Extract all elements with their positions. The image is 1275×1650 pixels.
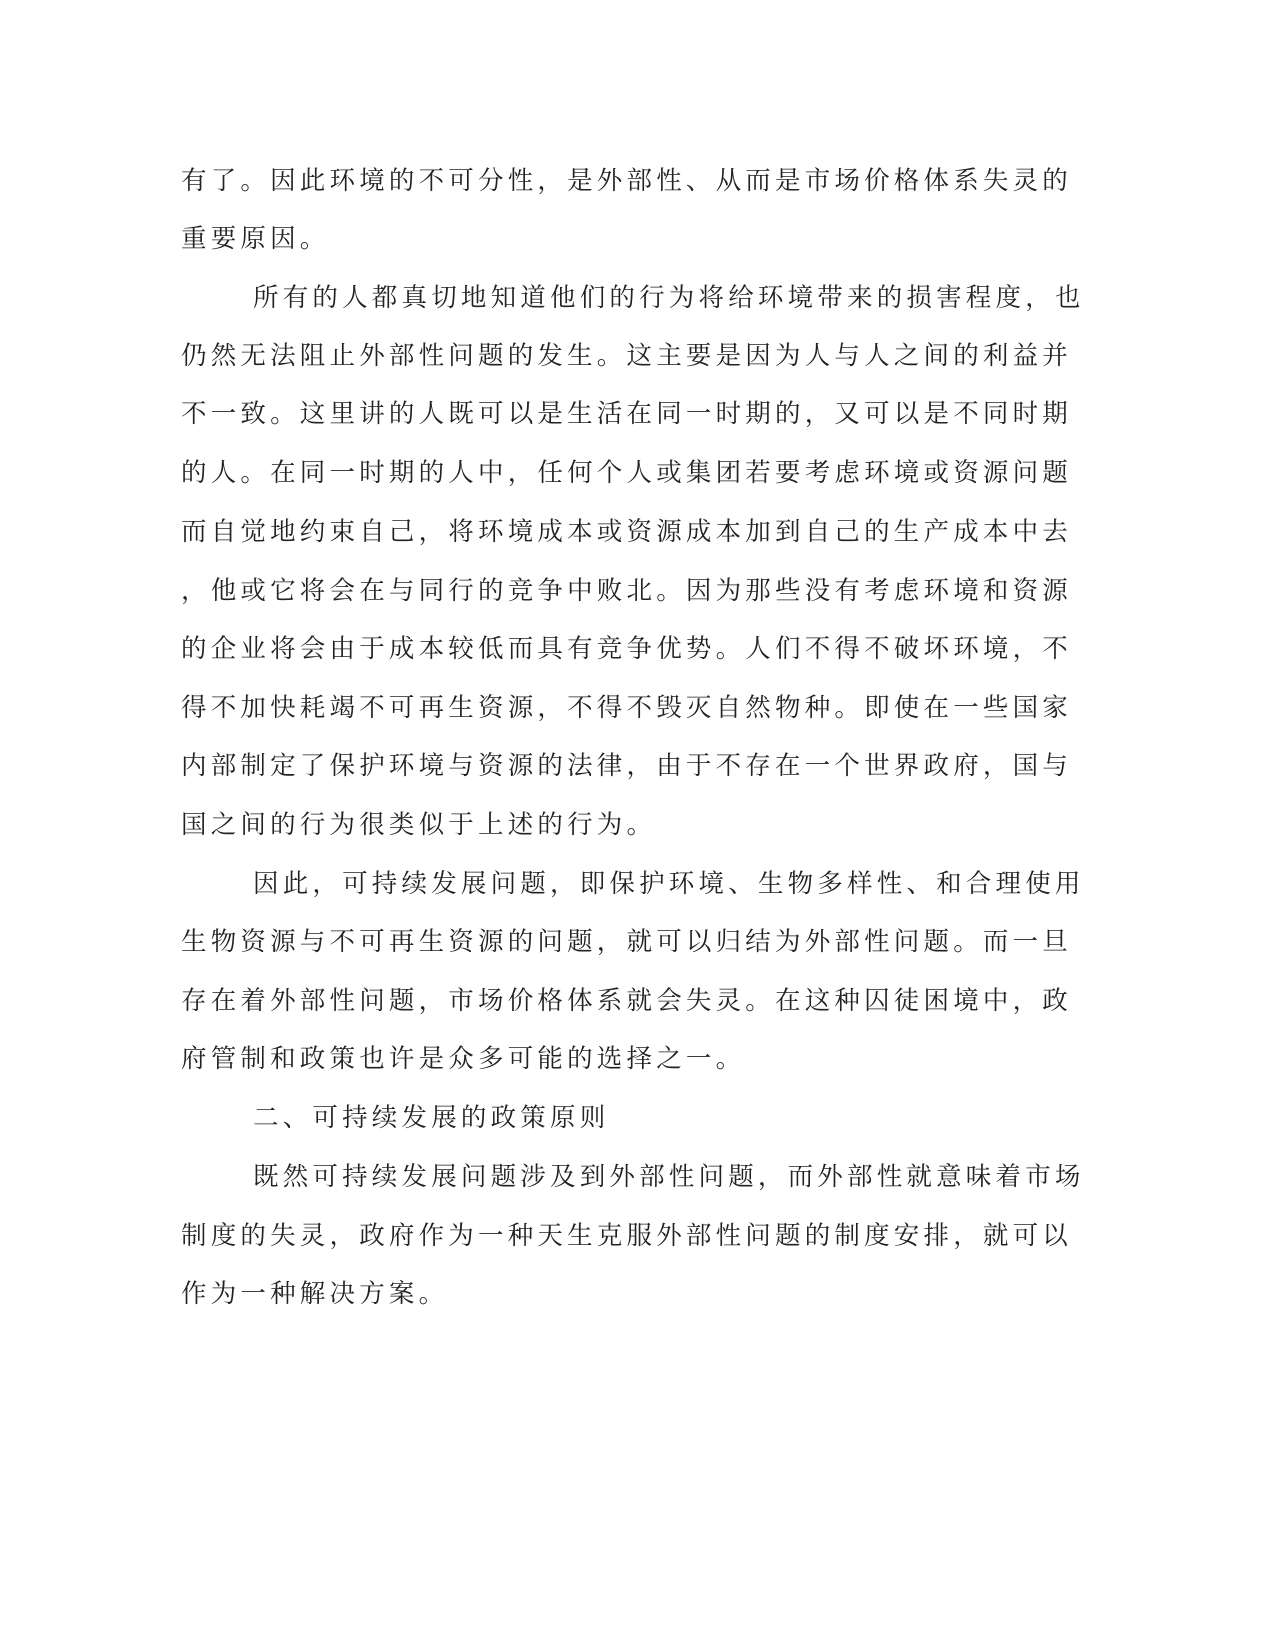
text-line: 重要原因。	[181, 224, 330, 254]
paragraph-start-line: 因此，可持续发展问题，即保护环境、生物多样性、和合理使用	[253, 869, 1085, 899]
text-line: 仍然无法阻止外部性问题的发生。这主要是因为人与人之间的利益并	[181, 341, 1073, 371]
section-heading: 二、可持续发展的政策原则	[253, 1103, 610, 1133]
text-line: 的人。在同一时期的人中，任何个人或集团若要考虑环境或资源问题	[181, 458, 1073, 488]
text-line: 得不加快耗竭不可再生资源，不得不毁灭自然物种。即使在一些国家	[181, 693, 1073, 723]
paragraph-start-line: 所有的人都真切地知道他们的行为将给环境带来的损害程度，也	[253, 283, 1085, 313]
text-line: 国之间的行为很类似于上述的行为。	[181, 810, 657, 840]
text-line: 府管制和政策也许是众多可能的选择之一。	[181, 1044, 746, 1074]
text-line: 存在着外部性问题，市场价格体系就会失灵。在这种囚徒困境中，政	[181, 986, 1073, 1016]
text-line: 制度的失灵，政府作为一种天生克服外部性问题的制度安排，就可以	[181, 1221, 1073, 1251]
text-line: 有了。因此环境的不可分性，是外部性、从而是市场价格体系失灵的	[181, 166, 1073, 196]
text-line: ，他或它将会在与同行的竞争中败北。因为那些没有考虑环境和资源	[181, 576, 1073, 606]
text-line: 的企业将会由于成本较低而具有竞争优势。人们不得不破坏环境，不	[181, 634, 1073, 664]
text-line: 内部制定了保护环境与资源的法律，由于不存在一个世界政府，国与	[181, 751, 1073, 781]
text-line: 不一致。这里讲的人既可以是生活在同一时期的，又可以是不同时期	[181, 399, 1073, 429]
text-line: 而自觉地约束自己，将环境成本或资源成本加到自己的生产成本中去	[181, 517, 1073, 547]
text-line: 生物资源与不可再生资源的问题，就可以归结为外部性问题。而一旦	[181, 927, 1073, 957]
text-line: 作为一种解决方案。	[181, 1279, 449, 1309]
paragraph-start-line: 既然可持续发展问题涉及到外部性问题，而外部性就意味着市场	[253, 1162, 1085, 1192]
